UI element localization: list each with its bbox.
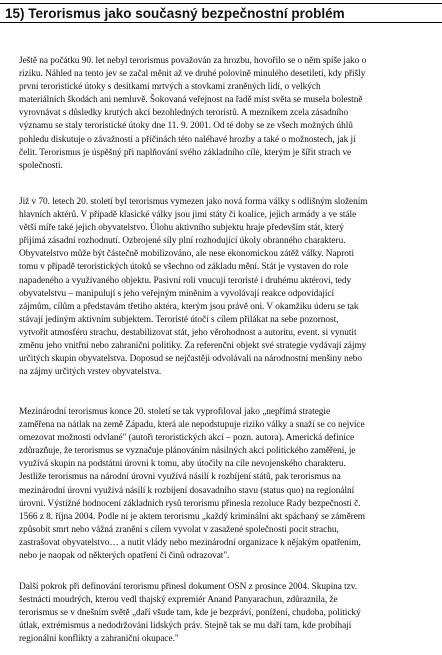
text-section-2 (19, 196, 426, 379)
paragraph: Již v 70. letech 20. století byl terorismus vymezen jako nová forma války s odlišným složením hlavních aktérů. V případě klasické války jsou jimi státy či koalice, jejich armády a ve stále větší míře také jejich obyvatelstvo. Úlohu aktivního subjektu hraje především stát, který přijímá zásadní rozhodnutí. Ozbrojené síly plní rozhodující úkoly obranného charakteru. (19, 197, 368, 247)
paragraph: Obyvatelstvo může být částečně mobilizováno, ale nese ekonomickou zátěž války. Naproti tomu v případě teroristických útoků se všechno od základu mění. Stát je vystaven do role napadeného a využívaného objektu. Pasivní roli vnucují teroristé i druhému aktérovi, tedy obyvatelstvu – manipulují s jeho veřejným míněním a vyvolávají reakce odpovídající zájmům, cílům a představám třetího aktéra, kterým jsou právě oni. V okamžiku úderu se tak stávají jediným aktivním subjektem. Teroristé útočí s cílem přilákat na sebe pozornost, vytvořit atmosféru strachu, destabilizovat stát, jeho věrohodnost a autoritu, event. si vynutit změnu jeho vnitřní nebo zahraniční politiky. Za referenční objekt své strategie vydávají zájmy určitých skupin obyvatelstva. Doposud se nejčastěji odvolávali na národnostní menšiny nebo na zájmy určitých vrstev obyvatelstva. (19, 249, 367, 378)
paragraph: Další pokrok při definování terorismu přinesl dokument OSN z prosince 2004. Skupina tzv. šestnácti moudrých, kterou vedl thajský expremiér Anand Panyarachun, zdůraznila, že terorismus se v dnešním světě „daří všude tam, kde je bezpráví, ponížení, chudoba, politický útlak, extrémismus a nedodržování lidských práv. Stejně tak se mu daří tam, kde probíhají regionální konflikty a zahraniční okupace." (19, 582, 361, 645)
text-section-1 (19, 55, 426, 173)
paragraph: Mezinárodní terorismus konce 20. století se tak vyprofiloval jako „nepřímá strategie zaměřena na nátlak na země Západu, která ale nepodstupuje riziko války a snaží se co nejvíce omezovat možnosti odvlané" (autoři teroristických akcí – pozn. autora). Americká definice zdůrazňuje, že terorismus se vyznačuje plánováním násilných akcí politického zaměření, je využívá skupin na podstátní úrovni k tomu, aby útočily na cíle nevojenského charakteru. (19, 407, 365, 470)
text-section-4 (19, 581, 426, 646)
section-heading: 15) Terorismus jako současný bezpečnostní problém (0, 3, 442, 23)
paragraph: Jestliže terorismus na národní úrovni využívá násilí k rozbíjení států, pak terorismus na mezinárodní úrovni využívá násilí k rozbíjení dosavadního stavu (status quo) na regionální úrovni. Výstižné hodnocení základních rysů terorismu přinesla rezoluce Rady bezpečnosti č. 1566 z 8. října 2004. Podle ní je aktem terorismu „každý kriminální akt spáchaný se záměrem způsobit smrt nebo vážná zranění s cílem vyvolat v zasažené společnosti pocit strachu, zastrašovat obyvatelstvo… a nutit vlády nebo mezinárodní organizace k nějakým opatřením, nebo je naopak od některých opatření či činů odrazovat". (19, 472, 365, 562)
text-section-3 (19, 406, 426, 563)
paragraph: Ještě na počátku 90. let nebyl terorismus považován za hrozbu, hovořilo se o něm spíše jako o riziku. Náhled na tento jev se začal měnit až ve druhé polovině minulého desetiletí, kdy přišly první teroristické útoky s desítkami mrtvých a stovkami zraněných lidí, o velkých materiálních škodách ani nemluvě. Šokovaná veřejnost na řadě míst světa se musela bolestně vyrovnávat s důsledky krutých akcí bezohledných teroristů. A mezníkem zcela zásadního významu se staly teroristické útoky dne 11. 9. 2001. Od té doby se ze všech možných úhlů pohledu diskutuje o závažnosti a příčinách této naléhavé hrozby a také o možnostech, jak jí čelit. Terorismus je úspěšný při naplňování svého základního cíle, kterým je šířit strach ve společnosti. (19, 56, 367, 171)
